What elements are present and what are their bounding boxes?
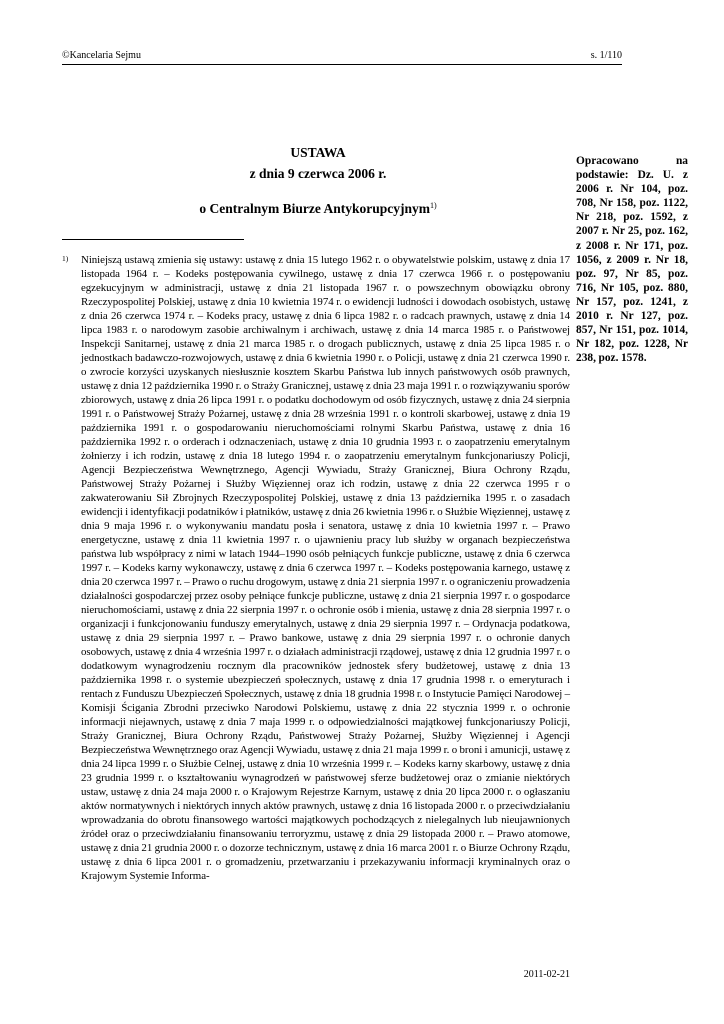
footnote-reference: 1): [429, 201, 437, 210]
act-name-text: o Centralnym Biurze Antykorupcyjnym: [199, 201, 430, 216]
act-name-heading: [62, 201, 574, 217]
header-source: ©Kancelaria Sejmu: [62, 50, 141, 61]
header-page-number: s. 1/110: [590, 50, 622, 61]
header-rule: [62, 64, 622, 65]
act-type-heading: USTAWA: [290, 145, 346, 160]
footnote-separator: [62, 239, 244, 240]
footnote-mark: 1): [62, 254, 69, 263]
footer-date: 2011-02-21: [523, 969, 570, 980]
source-sidenote: Opracowano na podstawie: Dz. U. z 2006 r. Nr 104, poz. 708, Nr 158, poz. 1122, Nr 218, poz. 1592, z 2007 r. Nr 25, poz. 162, z 2008 r. Nr 171, poz. 1056, z 2009 r. Nr 18, poz. 97, Nr 85, poz. 716, Nr 105, poz. 880, Nr 157, poz. 1241, z 2010 r. Nr 127, poz. 857, Nr 151, poz. 1014, Nr 182, poz. 1228, Nr 238, poz. 1578.: [576, 155, 688, 365]
act-date-heading: z dnia 9 czerwca 2006 r.: [249, 166, 387, 181]
footnote-text: Niniejszą ustawą zmienia się ustawy: ustawę z dnia 15 lutego 1962 r. o obywatelstwie polskim, ustawę z dnia 17 listopada 1964 r. – Kodeks postępowania cywilnego, ustawę z dnia 17 czerwca 1966 r. o postępowaniu egzekucyjnym w administracji, ustawę z dnia 21 listopada 1967 r. o powszechnym obowiązku obrony Rzeczypospolitej Polskiej, ustawę z dnia 10 kwietnia 1974 r. o ewidencji ludności i dowodach osobistych, ustawę z dnia 26 czerwca 1974 r. – Kodeks pracy, ustawę z dnia 6 lipca 1982 r. o radcach prawnych, ustawę z dnia 14 lipca 1983 r. o narodowym zasobie archiwalnym i archiwach, ustawę z dnia 14 marca 1985 r. o Państwowej Inspekcji Sanitarnej, ustawę z dnia 21 marca 1985 r. o drogach publicznych, ustawę z dnia 25 lipca 1985 r. o jednostkach badawczo-rozwojowych, ustawę z dnia 6 kwietnia 1990 r. o Policji, ustawę z dnia 21 czerwca 1990 r. o zwrocie korzyści uzyskanych niesłusznie kosztem Skarbu Państwa lub innych państwowych osób prawnych, ustawę z dnia 12 października 1990 r. o Straży Granicznej, ustawę z dnia 23 maja 1991 r. o rozwiązywaniu sporów zbiorowych, ustawę z dnia 26 lipca 1991 r. o podatku dochodowym od osób fizycznych, ustawę z dnia 24 sierpnia 1991 r. o Państwowej Straży Pożarnej, ustawę z dnia 28 września 1991 r. o kontroli skarbowej, ustawę z dnia 19 października 1991 r. o gospodarowaniu nieruchomościami rolnymi Skarbu Państwa, ustawę z dnia 16 października 1992 r. o orderach i odznaczeniach, ustawę z dnia 10 grudnia 1993 r. o zaopatrzeniu emerytalnym żołnierzy i ich rodzin, ustawę z dnia 18 lutego 1994 r. o zaopatrzeniu emerytalnym funkcjonariuszy Policji, Agencji Bezpieczeństwa Wewnętrznego, Agencji Wywiadu, Straży Granicznej, Biura Ochrony Rządu, Państwowej Straży Pożarnej i Służby Więziennej oraz ich rodzin, ustawę z dnia 22 czerwca 1995 r o zakwaterowaniu Sił Zbrojnych Rzeczypospolitej Polskiej, ustawę z dnia 13 października 1995 r. o zasadach ewidencji i identyfikacji podatników i płatników, ustawę z dnia 26 kwietnia 1996 r. o Służbie Więziennej, ustawę z dnia 9 maja 1996 r. o wykonywaniu mandatu posła i senatora, ustawę z dnia 10 kwietnia 1997 r. – Prawo energetyczne, ustawę z dnia 11 kwietnia 1997 r. o ujawnieniu pracy lub służby w organach bezpieczeństwa państwa lub współpracy z nimi w latach 1944–1990 osób pełniących funkcje publiczne, ustawę z dnia 6 czerwca 1997 r. – Kodeks karny wykonawczy, ustawę z dnia 6 czerwca 1997 r. – Kodeks postępowania karnego, ustawę z dnia 20 czerwca 1997 r. – Prawo o ruchu drogowym, ustawę z dnia 21 sierpnia 1997 r. o ograniczeniu prowadzenia działalności gospodarczej przez osoby pełniące funkcje publiczne, ustawę z dnia 21 sierpnia 1997 r. o gospodarce nieruchomościami, ustawę z dnia 22 sierpnia 1997 r. o ochronie osób i mienia, ustawę z dnia 28 sierpnia 1997 r. o organizacji i funkcjonowaniu funduszy emerytalnych, ustawę z dnia 29 sierpnia 1997 r. – Ordynacja podatkowa, ustawę z dnia 29 sierpnia 1997 r. – Prawo bankowe, ustawę z dnia 29 sierpnia 1997 r. o ochronie danych osobowych, ustawę z dnia 4 września 1997 r. o działach administracji rządowej, ustawę z dnia 12 grudnia 1997 r. o dodatkowym wynagrodzeniu rocznym dla pracowników jednostek sfery budżetowej, ustawę z dnia 13 października 1998 r. o systemie ubezpieczeń społecznych, ustawę z dnia 17 grudnia 1998 r. o emeryturach i rentach z Funduszu Ubezpieczeń Społecznych, ustawę z dnia 18 grudnia 1998 r. o Instytucie Pamięci Narodowej – Komisji Ścigania Zbrodni przeciwko Narodowi Polskiemu, ustawę z dnia 22 stycznia 1999 r. o ochronie informacji niejawnych, ustawę z dnia 7 maja 1999 r. o odpowiedzialności majątkowej funkcjonariuszy Policji, Straży Granicznej, Biura Ochrony Rządu, Państwowej Straży Pożarnej, Służby Więziennej i Agencji Bezpieczeństwa Wewnętrznego oraz Agencji Wywiadu, ustawę z dnia 21 maja 1999 r. o broni i amunicji, ustawę z dnia 24 lipca 1999 r. o Służbie Celnej, ustawę z dnia 10 września 1999 r. – Kodeks karny skarbowy, ustawę z dnia 23 grudnia 1999 r. o kształtowaniu wynagrodzeń w państwowej sferze budżetowej oraz o zmianie niektórych ustaw, ustawę z dnia 24 maja 2000 r. o Krajowym Rejestrze Karnym, ustawę z dnia 20 lipca 2000 r. o ogłaszaniu aktów normatywnych i niektórych innych aktów prawnych, ustawę z dnia 16 listopada 2000 r. o przeciwdziałaniu wprowadzania do obrotu finansowego wartości majątkowych pochodzących z nielegalnych lub nieujawnionych źródeł oraz o przeciwdziałaniu finansowaniu terroryzmu, ustawę z dnia 29 listopada 2000 r. – Prawo atomowe, ustawę z dnia 21 grudnia 2000 r. o dozorze technicznym, ustawę z dnia 16 marca 2001 r. o Biurze Ochrony Rządu, ustawę z dnia 6 lipca 2001 r. o gromadzeniu, przetwarzaniu i przekazywaniu informacji kryminalnych oraz o Krajowym Systemie Informa-: [81, 254, 570, 882]
